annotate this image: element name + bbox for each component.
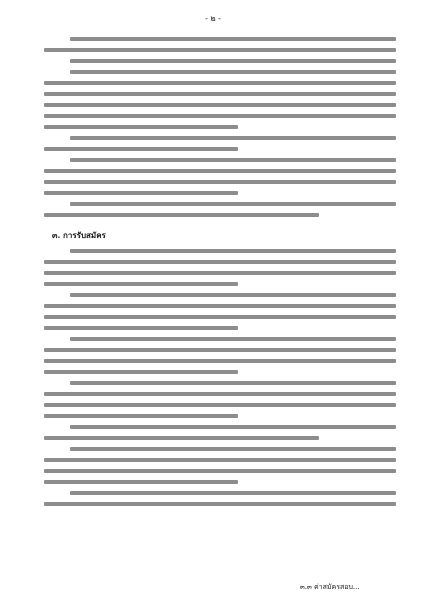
paragraph bbox=[44, 447, 396, 484]
text-line bbox=[44, 315, 396, 319]
paragraph bbox=[44, 381, 396, 418]
paragraph bbox=[44, 158, 396, 195]
paragraph bbox=[44, 293, 396, 330]
text-line bbox=[44, 304, 396, 308]
text-line bbox=[44, 458, 396, 462]
text-line bbox=[70, 337, 396, 341]
text-line bbox=[44, 271, 396, 275]
continued-heading: ๓.๓ ค่าสมัครสอบ... bbox=[300, 583, 360, 591]
text-line bbox=[44, 81, 396, 85]
text-line bbox=[70, 293, 396, 297]
text-line bbox=[44, 282, 238, 286]
paragraph bbox=[44, 249, 396, 286]
text-line bbox=[70, 447, 396, 451]
text-line bbox=[70, 425, 396, 429]
paragraph bbox=[44, 136, 396, 151]
text-line bbox=[44, 260, 396, 264]
text-line bbox=[44, 114, 396, 118]
text-line bbox=[70, 59, 396, 63]
text-line bbox=[44, 48, 396, 52]
text-line bbox=[44, 502, 396, 506]
document-body bbox=[44, 30, 396, 510]
text-line bbox=[70, 491, 396, 495]
text-line bbox=[44, 92, 396, 96]
text-line bbox=[44, 326, 238, 330]
paragraph bbox=[44, 491, 396, 506]
text-line bbox=[44, 469, 396, 473]
text-line bbox=[70, 37, 396, 41]
text-line bbox=[44, 359, 396, 363]
text-line bbox=[44, 480, 238, 484]
paragraph bbox=[44, 202, 396, 217]
text-line bbox=[70, 202, 396, 206]
text-line bbox=[44, 414, 238, 418]
section-heading: ๓. การรับสมัคร bbox=[52, 230, 106, 240]
paragraph bbox=[44, 70, 396, 129]
text-line bbox=[44, 392, 396, 396]
paragraph bbox=[44, 59, 396, 63]
page-number: - ๒ - bbox=[205, 14, 221, 23]
text-line bbox=[44, 213, 319, 217]
text-line bbox=[70, 158, 396, 162]
text-line bbox=[44, 147, 238, 151]
paragraph bbox=[44, 425, 396, 440]
text-line bbox=[44, 103, 396, 107]
paragraph bbox=[44, 337, 396, 374]
text-line bbox=[70, 70, 396, 74]
text-line bbox=[44, 403, 396, 407]
text-line bbox=[70, 136, 396, 140]
text-line bbox=[44, 125, 238, 129]
text-line bbox=[44, 348, 396, 352]
paragraph bbox=[44, 37, 396, 52]
text-line bbox=[44, 180, 396, 184]
text-line bbox=[44, 191, 238, 195]
text-line bbox=[70, 381, 396, 385]
text-line bbox=[44, 436, 319, 440]
text-line bbox=[70, 249, 396, 253]
text-line bbox=[44, 370, 238, 374]
text-line bbox=[44, 169, 396, 173]
